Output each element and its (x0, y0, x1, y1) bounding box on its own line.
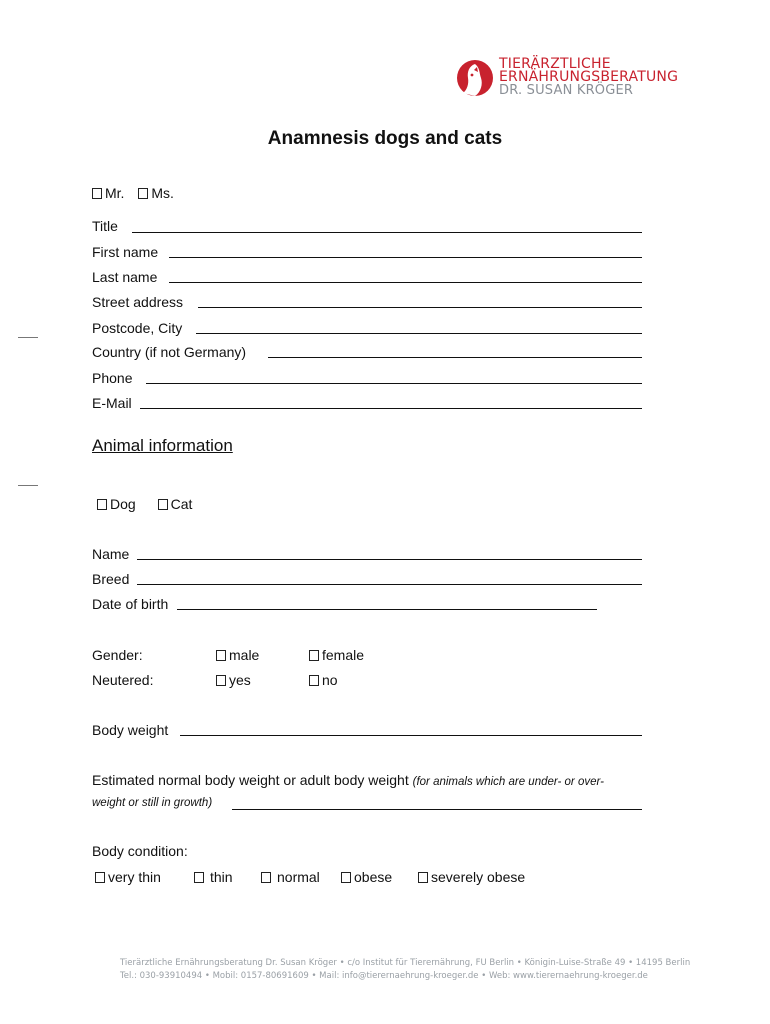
option-thin: thin (210, 869, 233, 885)
input-normal-weight[interactable] (232, 809, 642, 810)
label-street-address: Street address (92, 294, 184, 310)
option-mr: Mr. (105, 185, 125, 201)
input-animal-name[interactable] (137, 559, 642, 560)
condition-obese (341, 869, 392, 885)
page-title: Anamnesis dogs and cats (267, 128, 503, 149)
option-male: male (229, 647, 260, 663)
checkbox-normal[interactable] (261, 872, 271, 883)
option-female: female (322, 647, 365, 663)
option-no: no (322, 672, 338, 688)
label-body-weight: Body weight (92, 722, 169, 738)
option-dog: Dog (110, 496, 136, 512)
input-body-weight[interactable] (180, 735, 642, 736)
label-animal-name: Name (92, 546, 130, 562)
input-first-name[interactable] (169, 257, 642, 258)
note-normal-weight-2: weight or still in growth) (92, 797, 213, 809)
label-breed: Breed (92, 571, 130, 587)
label-last-name: Last name (92, 269, 158, 285)
checkbox-yes[interactable] (216, 675, 226, 686)
fold-mark (18, 337, 38, 338)
input-street-address[interactable] (198, 307, 642, 308)
label-date-of-birth: Date of birth (92, 596, 169, 612)
input-country[interactable] (268, 357, 642, 358)
logo (455, 56, 695, 106)
option-cat: Cat (170, 496, 193, 512)
checkbox-cat[interactable] (158, 499, 168, 510)
option-obese: obese (354, 869, 393, 885)
condition-very-thin (95, 869, 161, 885)
normal-weight-question (92, 772, 604, 792)
option-severely-obese: severely obese (431, 869, 526, 885)
section-heading-animal: Animal information (92, 436, 233, 455)
label-gender: Gender: (92, 647, 143, 663)
neutered-no-group (309, 672, 338, 692)
checkbox-dog[interactable] (97, 499, 107, 510)
input-phone[interactable] (146, 383, 642, 384)
option-very-thin: very thin (108, 869, 161, 885)
label-country: Country (if not Germany) (92, 344, 247, 360)
input-title[interactable] (132, 232, 642, 233)
option-yes: yes (229, 672, 251, 688)
condition-thin (194, 869, 233, 885)
label-email: E-Mail (92, 395, 132, 411)
condition-normal (261, 869, 320, 885)
option-normal: normal (277, 869, 320, 885)
label-phone: Phone (92, 370, 133, 386)
condition-severely-obese (418, 869, 525, 885)
species-group (92, 496, 192, 516)
dog-cat-logo-icon (455, 58, 495, 98)
checkbox-obese[interactable] (341, 872, 351, 883)
logo-line-3: DR. SUSAN KRÖGER (499, 83, 634, 98)
logo-line-2: ERNÄHRUNGSBERATUNG (499, 69, 679, 85)
checkbox-ms[interactable] (138, 188, 148, 199)
label-title: Title (92, 218, 118, 234)
footer-contact: Tel.: 030-93910494 • Mobil: 0157-80691609 • Mail: info@tierernaehrung-kroeger.de • Web: www.tierernaehrung-kroeger.de (120, 971, 648, 981)
salutation-group (92, 185, 174, 205)
checkbox-female[interactable] (309, 650, 319, 661)
label-normal-weight: Estimated normal body weight or adult body weight (92, 772, 409, 788)
neutered-yes-group (216, 672, 251, 692)
gender-male-group (216, 647, 259, 667)
input-email[interactable] (140, 408, 642, 409)
option-ms: Ms. (151, 185, 174, 201)
checkbox-mr[interactable] (92, 188, 102, 199)
checkbox-thin[interactable] (194, 872, 204, 883)
checkbox-male[interactable] (216, 650, 226, 661)
logo-line-1: TIERÄRZTLICHE (499, 56, 611, 72)
footer-address: Tierärztliche Ernährungsberatung Dr. Susan Kröger • c/o Institut für Tierernährung, FU Berlin • Königin-Luise-Straße 49 • 14195 Berlin (120, 958, 691, 968)
label-first-name: First name (92, 244, 159, 260)
checkbox-no[interactable] (309, 675, 319, 686)
note-normal-weight-1: (for animals which are under- or over- (412, 776, 604, 788)
input-date-of-birth[interactable] (177, 609, 597, 610)
checkbox-very-thin[interactable] (95, 872, 105, 883)
gender-female-group (309, 647, 364, 667)
checkbox-severely-obese[interactable] (418, 872, 428, 883)
label-postcode-city: Postcode, City (92, 320, 183, 336)
label-body-condition: Body condition: (92, 843, 188, 859)
input-postcode-city[interactable] (196, 333, 642, 334)
input-last-name[interactable] (169, 282, 642, 283)
input-breed[interactable] (137, 584, 642, 585)
label-neutered: Neutered: (92, 672, 154, 688)
fold-mark (18, 485, 38, 486)
